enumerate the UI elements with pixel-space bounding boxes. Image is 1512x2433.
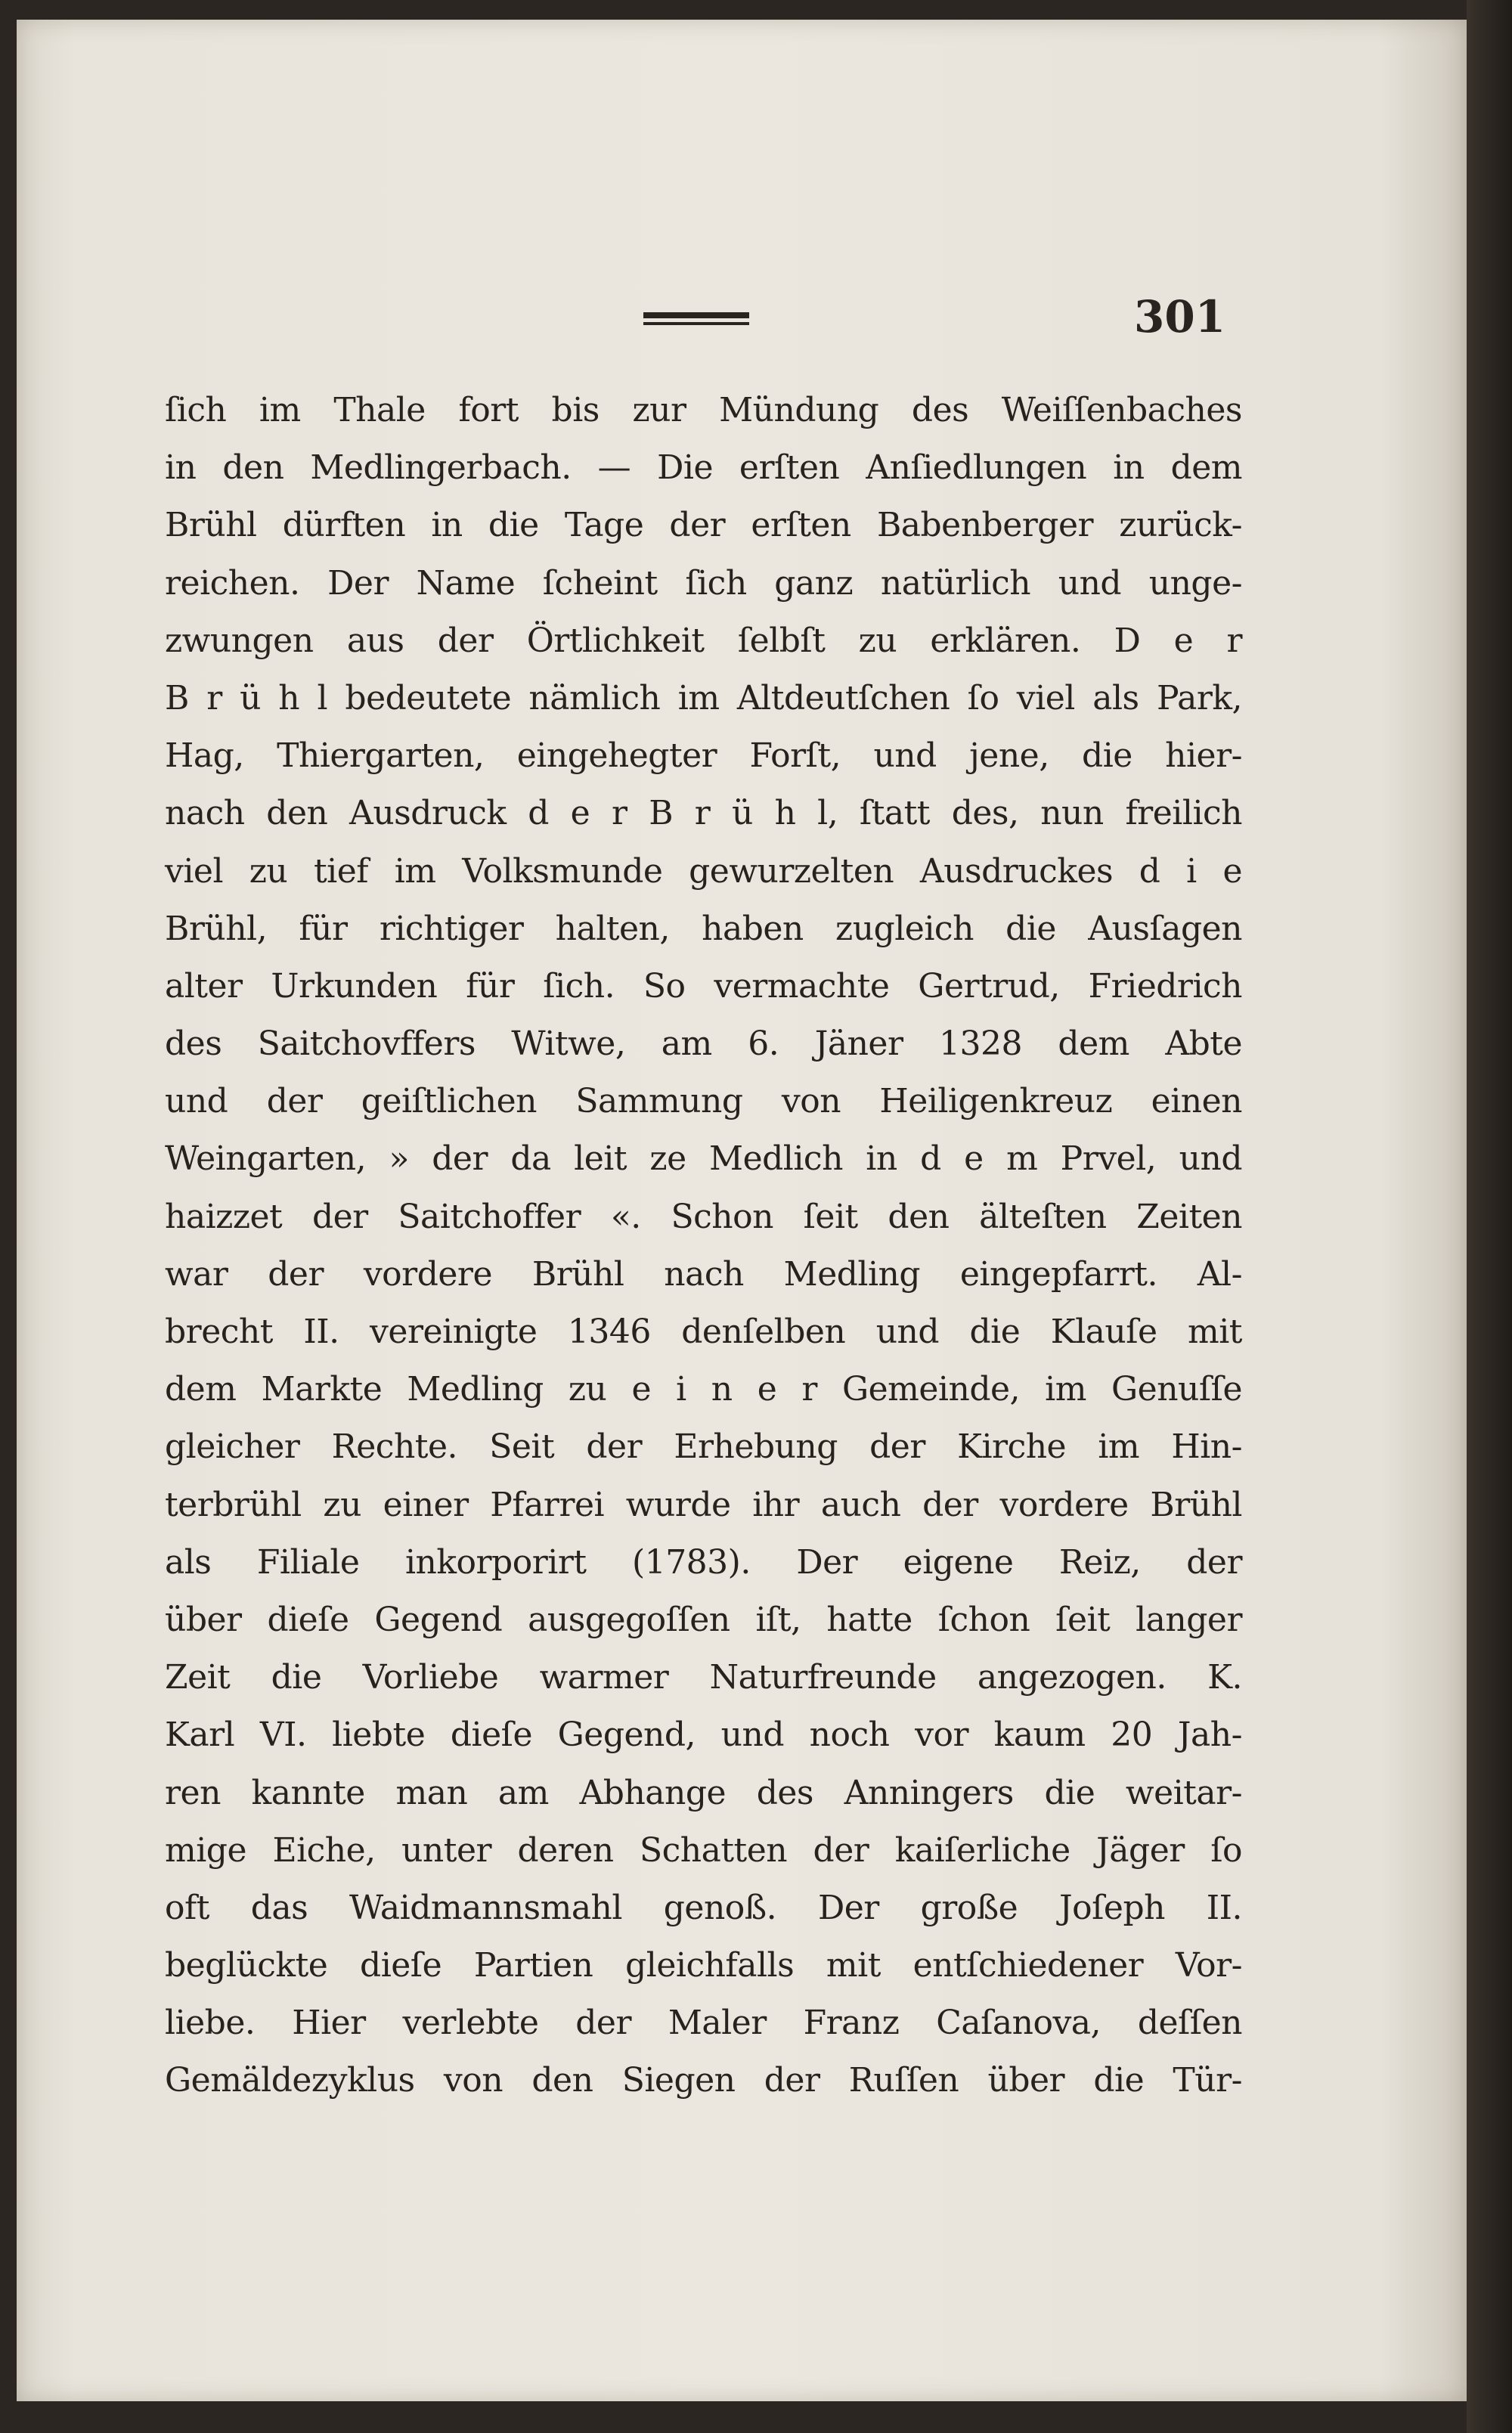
text-line: als Filiale inkorporirt (1783). Der eigene Reiz, der [165,1542,1242,1582]
text-line: reichen. Der Name ſcheint ſich ganz natürlich und unge- [165,563,1242,603]
text-line: dem Markte Medling zu e i n e r Gemeinde, im Genuſſe [165,1370,1242,1409]
text-line: mige Eiche, unter deren Schatten der kaiſerliche Jäger ſo [165,1830,1242,1870]
page-number: 301 [1134,291,1226,342]
text-line: des Saitchovffers Witwe, am 6. Jäner 1328 dem Abte [165,1024,1242,1064]
text-line: zwungen aus der Örtlichkeit ſelbſt zu erklären. D e r [165,621,1242,660]
text-line: nach den Ausdruck d e r B r ü h l, ſtatt des, nun freilich [165,794,1242,833]
text-line: alter Urkunden für ſich. So vermachte Gertrud, Friedrich [165,966,1242,1006]
text-line: viel zu tief im Volksmunde gewurzelten Ausdruckes d i e [165,851,1242,891]
text-line: gleicher Rechte. Seit der Erhebung der Kirche im Hin- [165,1427,1242,1467]
text-line: Hag, Thiergarten, eingehegter Forſt, und jene, die hier- [165,736,1242,776]
text-line: Gemäldezyklus von den Siegen der Ruſſen über die Tür- [165,2061,1242,2100]
text-line: über dieſe Gegend ausgegoſſen iſt, hatte ſchon ſeit langer [165,1600,1242,1639]
text-line: terbrühl zu einer Pfarrei wurde ihr auch der vordere Brühl [165,1485,1242,1524]
text-line: Brühl dürften in die Tage der erſten Babenberger zurück- [165,506,1242,545]
text-line: oft das Waidmannsmahl genoß. Der große Joſeph II. [165,1888,1242,1927]
text-line: war der vordere Brühl nach Medling eingepfarrt. Al- [165,1254,1242,1294]
text-line: Weingarten, » der da leit ze Medlich in d e m Prvel, und [165,1139,1242,1179]
book-edge [1467,0,1512,2433]
text-line: liebe. Hier verlebte der Maler Franz Caſanova, deſſen [165,2004,1242,2043]
text-line: B r ü h l bedeutete nämlich im Altdeutſchen ſo viel als Park, [165,678,1242,718]
header-double-rule [643,312,749,325]
text-line: brecht II. vereinigte 1346 denſelben und die Klauſe mit [165,1313,1242,1351]
text-line: ſich im Thale fort bis zur Mündung des Weiſſenbaches [165,391,1242,429]
text-line: haizzet der Saitchoffer «. Schon ſeit den älteſten Zeiten [165,1197,1242,1236]
text-line: und der geiſtlichen Sammung von Heiligenkreuz einen [165,1082,1242,1121]
text-line: ren kannte man am Abhange des Anningers die weitar- [165,1773,1242,1812]
text-line: beglückte dieſe Partien gleichfalls mit entſchiedener Vor- [165,1946,1242,1985]
text-line: Zeit die Vorliebe warmer Naturfreunde angezogen. K. [165,1658,1242,1697]
text-line: Brühl, für richtiger halten, haben zugleich die Ausſagen [165,909,1242,948]
body-text [165,382,1242,2110]
text-line: Karl VI. liebte dieſe Gegend, und noch vor kaum 20 Jah- [165,1715,1242,1755]
text-line: in den Medlingerbach. — Die erſten Anſiedlungen in dem [165,448,1242,488]
